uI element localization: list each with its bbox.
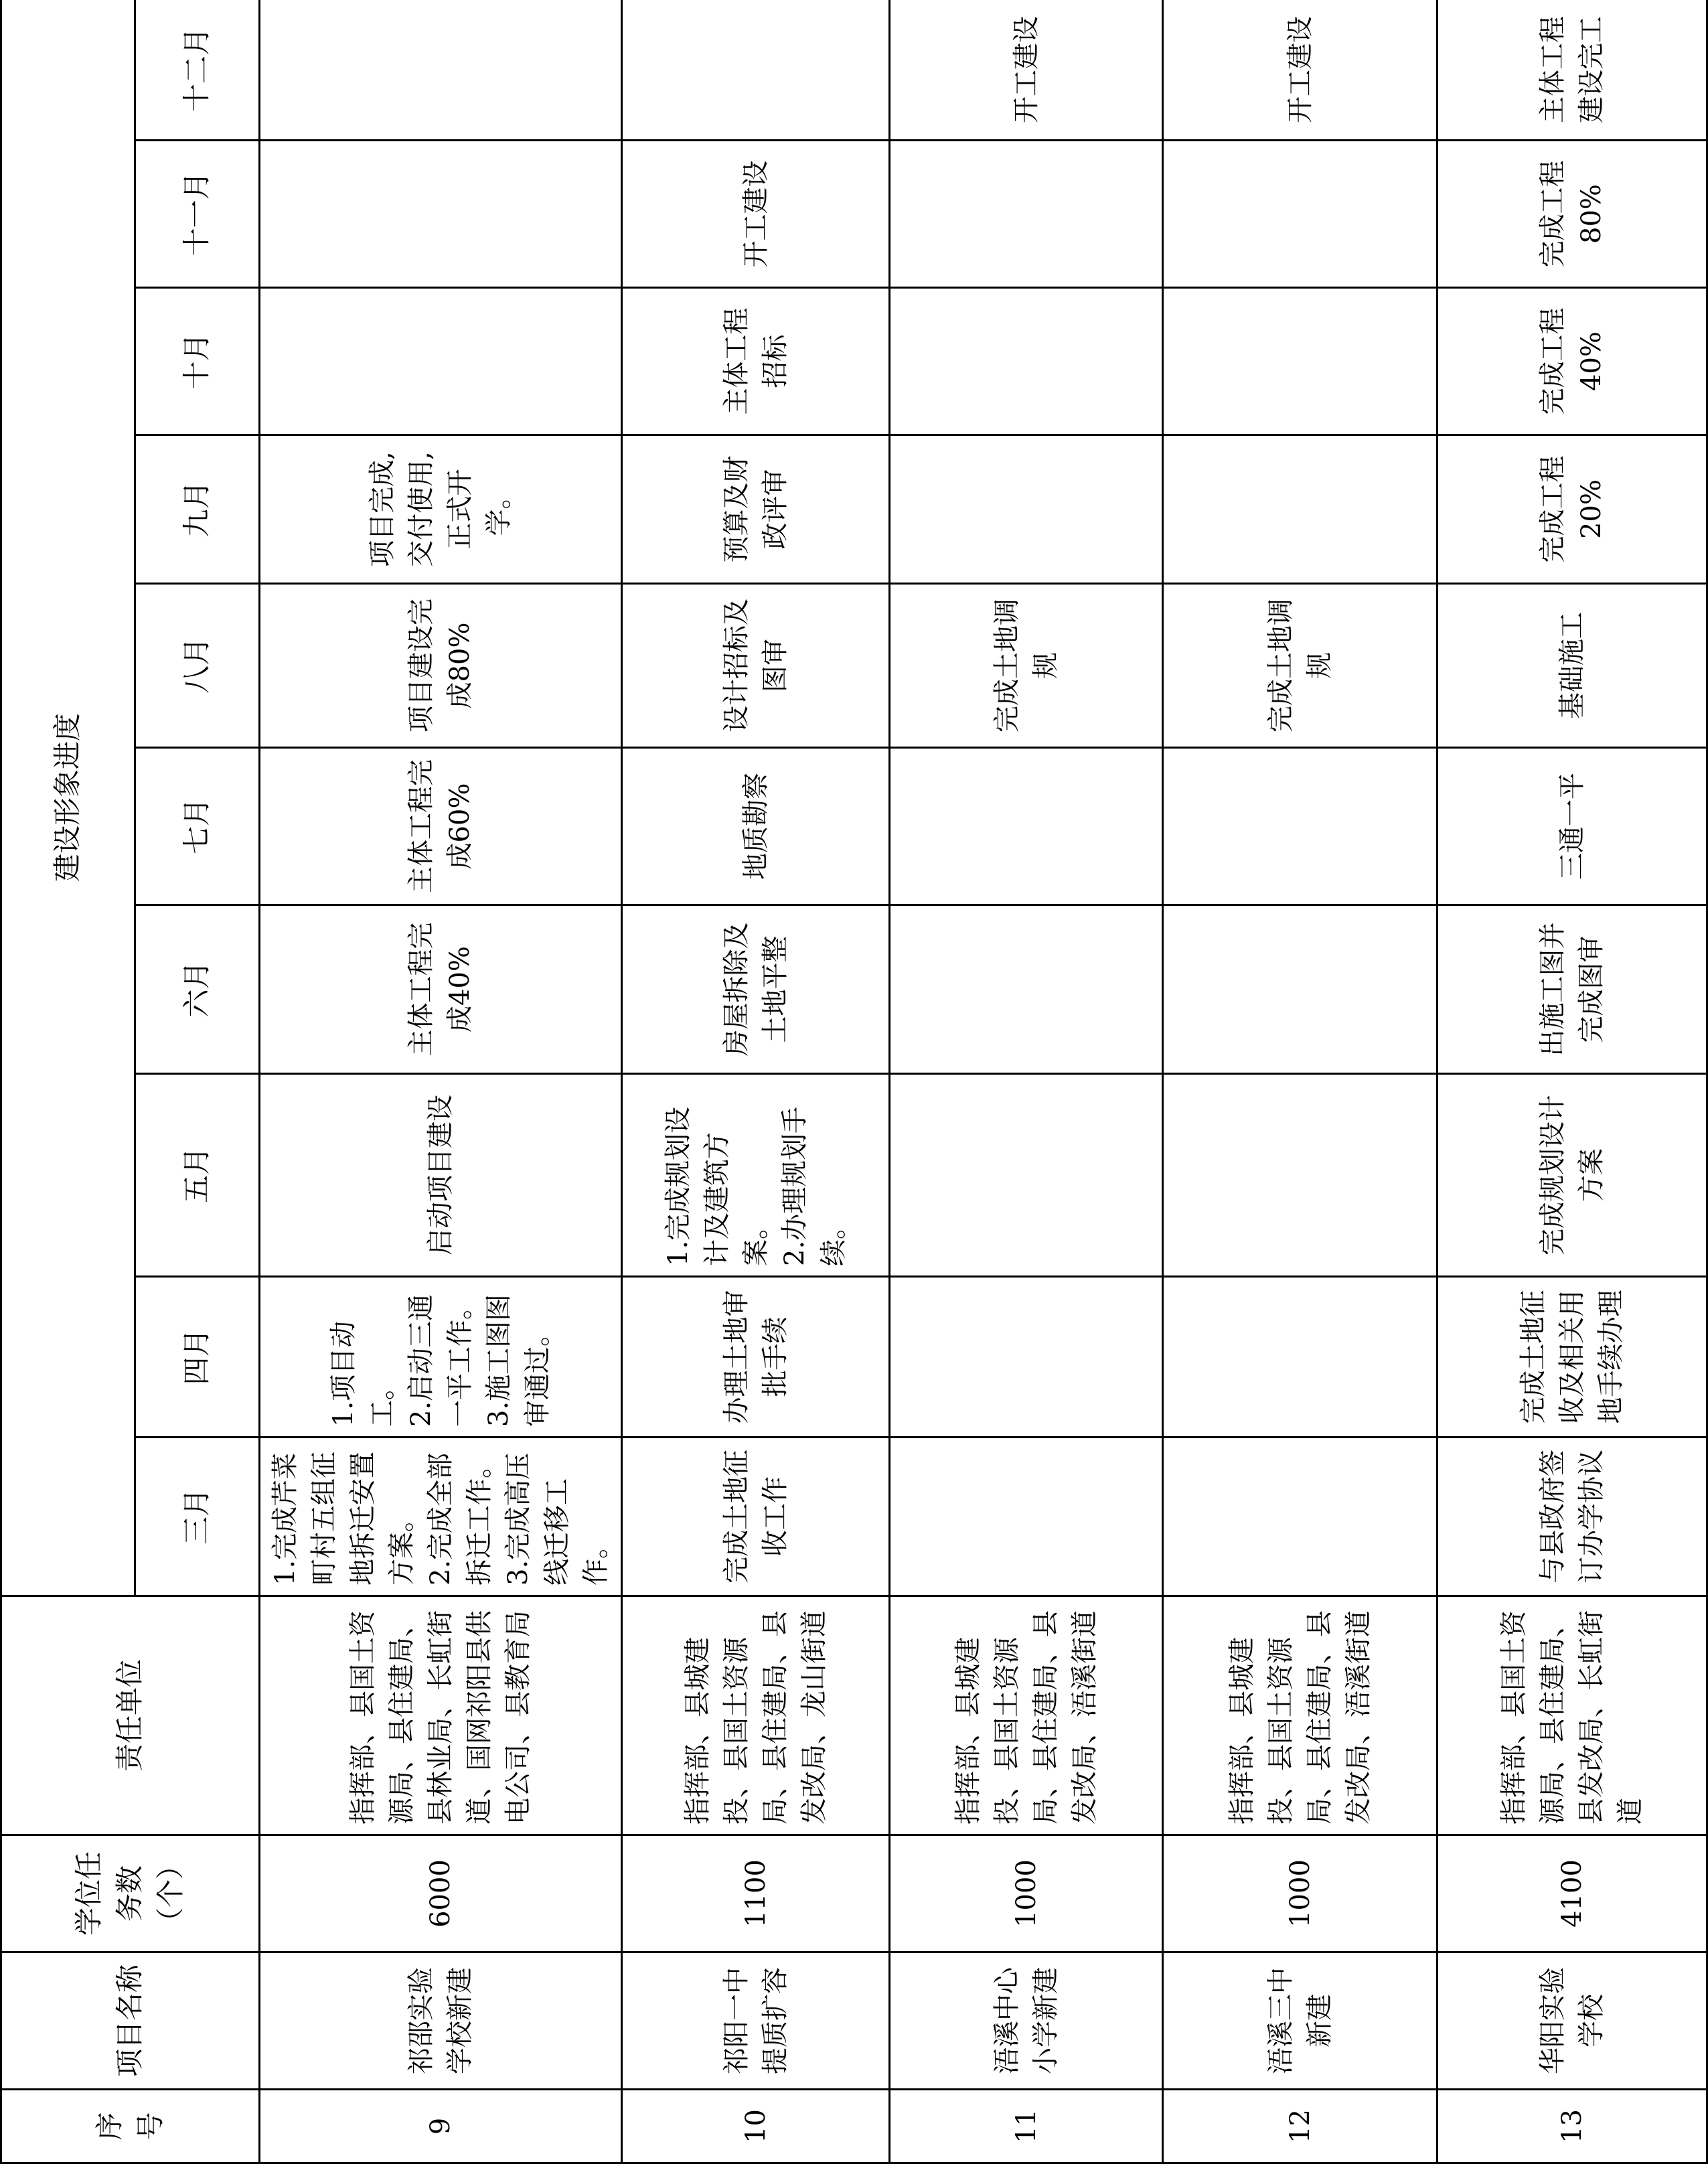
cell-month-sep: 项目完成,交付使用,正式开学。 — [260, 435, 622, 584]
cell-month-apr — [1163, 1277, 1438, 1438]
cell-project-name: 浯溪中心小学新建 — [890, 1952, 1163, 2090]
cell-month-aug: 项目建设完成80% — [260, 584, 622, 748]
cell-month-dec: 主体工程建设完工 — [1438, 0, 1707, 141]
cell-month-nov — [890, 141, 1163, 288]
table-row — [260, 0, 622, 2163]
cell-project-name: 祁邵实验学校新建 — [260, 1952, 622, 2090]
cell-month-nov: 开工建设 — [622, 141, 890, 288]
cell-serial-number: 12 — [1163, 2090, 1438, 2163]
cell-project-name: 华阳实验学校 — [1438, 1952, 1707, 2090]
header-seat-quota: 学位任务数（个） — [1, 1835, 260, 1952]
cell-month-mar: 完成土地征收工作 — [622, 1438, 890, 1596]
header-month-aug: 八月 — [135, 584, 260, 748]
header-month-jun: 六月 — [135, 905, 260, 1074]
cell-seat-quota: 1100 — [622, 1835, 890, 1952]
header-month-mar: 三月 — [135, 1438, 260, 1596]
header-project-name: 项目名称 — [1, 1952, 260, 2090]
header-serial-number: 序号 — [1, 2090, 260, 2163]
cell-month-may — [1163, 1074, 1438, 1277]
cell-month-nov: 完成工程80% — [1438, 141, 1707, 288]
cell-month-apr: 办理土地审批手续 — [622, 1277, 890, 1438]
cell-responsible-unit: 指挥部、县城建投、县国土资源局、县住建局、县发改局、浯溪街道 — [1163, 1596, 1438, 1835]
cell-month-dec: 开工建设 — [1163, 0, 1438, 141]
cell-month-oct: 主体工程招标 — [622, 288, 890, 435]
cell-responsible-unit: 指挥部、县城建投、县国土资源局、县住建局、县发改局、浯溪街道 — [890, 1596, 1163, 1835]
cell-month-sep — [890, 435, 1163, 584]
cell-month-may: 完成规划设计方案 — [1438, 1074, 1707, 1277]
cell-month-apr — [890, 1277, 1163, 1438]
header-month-oct: 十月 — [135, 288, 260, 435]
cell-month-nov — [1163, 141, 1438, 288]
cell-month-apr: 完成土地征收及相关用地手续办理 — [1438, 1277, 1707, 1438]
cell-month-oct: 完成工程40% — [1438, 288, 1707, 435]
header-month-sep: 九月 — [135, 435, 260, 584]
cell-month-mar — [1163, 1438, 1438, 1596]
table-row — [1438, 0, 1707, 2163]
header-responsible-unit: 责任单位 — [1, 1596, 260, 1835]
cell-month-mar: 与县政府签订办学协议 — [1438, 1438, 1707, 1596]
cell-responsible-unit: 指挥部、县城建投、县国土资源局、县住建局、县发改局、龙山街道 — [622, 1596, 890, 1835]
cell-month-dec: 开工建设 — [890, 0, 1163, 141]
header-row-group — [1, 0, 135, 2163]
cell-month-sep: 预算及财政评审 — [622, 435, 890, 584]
cell-project-name: 浯溪三中新建 — [1163, 1952, 1438, 2090]
cell-month-jun: 主体工程完成40% — [260, 905, 622, 1074]
header-month-jul: 七月 — [135, 748, 260, 905]
table-row — [890, 0, 1163, 2163]
cell-month-mar: 1.完成芹菜町村五组征地拆迁安置方案。 2.完成全部拆迁工作。 3.完成高压线迁移工作。 — [260, 1438, 622, 1596]
cell-month-oct — [1163, 288, 1438, 435]
cell-month-jul — [1163, 748, 1438, 905]
cell-month-aug: 完成土地调规 — [1163, 584, 1438, 748]
cell-month-sep — [1163, 435, 1438, 584]
cell-month-may: 启动项目建设 — [260, 1074, 622, 1277]
cell-month-oct — [260, 288, 622, 435]
cell-serial-number: 9 — [260, 2090, 622, 2163]
cell-responsible-unit: 指挥部、县国土资源局、县住建局、县发改局、长虹街道 — [1438, 1596, 1707, 1835]
cell-month-dec — [622, 0, 890, 141]
cell-month-jun: 出施工图并完成图审 — [1438, 905, 1707, 1074]
cell-month-apr: 1.项目动工。 2.启动三通一平工作。 3.施工图图审通过。 — [260, 1277, 622, 1438]
header-month-may: 五月 — [135, 1074, 260, 1277]
header-month-dec: 十二月 — [135, 0, 260, 141]
cell-month-may: 1.完成规划设计及建筑方案。 2.办理规划手续。 — [622, 1074, 890, 1277]
cell-month-jun — [1163, 905, 1438, 1074]
cell-serial-number: 10 — [622, 2090, 890, 2163]
cell-month-jun — [890, 905, 1163, 1074]
header-progress-group: 建设形象进度 — [1, 0, 135, 1596]
cell-month-jul — [890, 748, 1163, 905]
table-row — [622, 0, 890, 2163]
cell-seat-quota: 4100 — [1438, 1835, 1707, 1952]
cell-month-mar — [890, 1438, 1163, 1596]
cell-month-aug: 完成土地调规 — [890, 584, 1163, 748]
cell-month-aug: 设计招标及图审 — [622, 584, 890, 748]
cell-month-jul: 主体工程完成60% — [260, 748, 622, 905]
cell-seat-quota: 1000 — [1163, 1835, 1438, 1952]
header-month-nov: 十一月 — [135, 141, 260, 288]
cell-seat-quota: 6000 — [260, 1835, 622, 1952]
cell-project-name: 祁阳一中提质扩容 — [622, 1952, 890, 2090]
cell-month-oct — [890, 288, 1163, 435]
cell-month-nov — [260, 141, 622, 288]
cell-month-aug: 基础施工 — [1438, 584, 1707, 748]
cell-month-may — [890, 1074, 1163, 1277]
cell-month-jun: 房屋拆除及土地平整 — [622, 905, 890, 1074]
cell-responsible-unit: 指挥部、县国土资源局、县住建局、县林业局、长虹街道、国网祁阳县供电公司、县教育局 — [260, 1596, 622, 1835]
cell-seat-quota: 1000 — [890, 1835, 1163, 1952]
header-month-apr: 四月 — [135, 1277, 260, 1438]
cell-month-sep: 完成工程20% — [1438, 435, 1707, 584]
cell-serial-number: 11 — [890, 2090, 1163, 2163]
cell-month-jul: 地质勘察 — [622, 748, 890, 905]
cell-month-jul: 三通一平 — [1438, 748, 1707, 905]
cell-serial-number: 13 — [1438, 2090, 1707, 2163]
table-row — [1163, 0, 1438, 2163]
cell-month-dec — [260, 0, 622, 141]
